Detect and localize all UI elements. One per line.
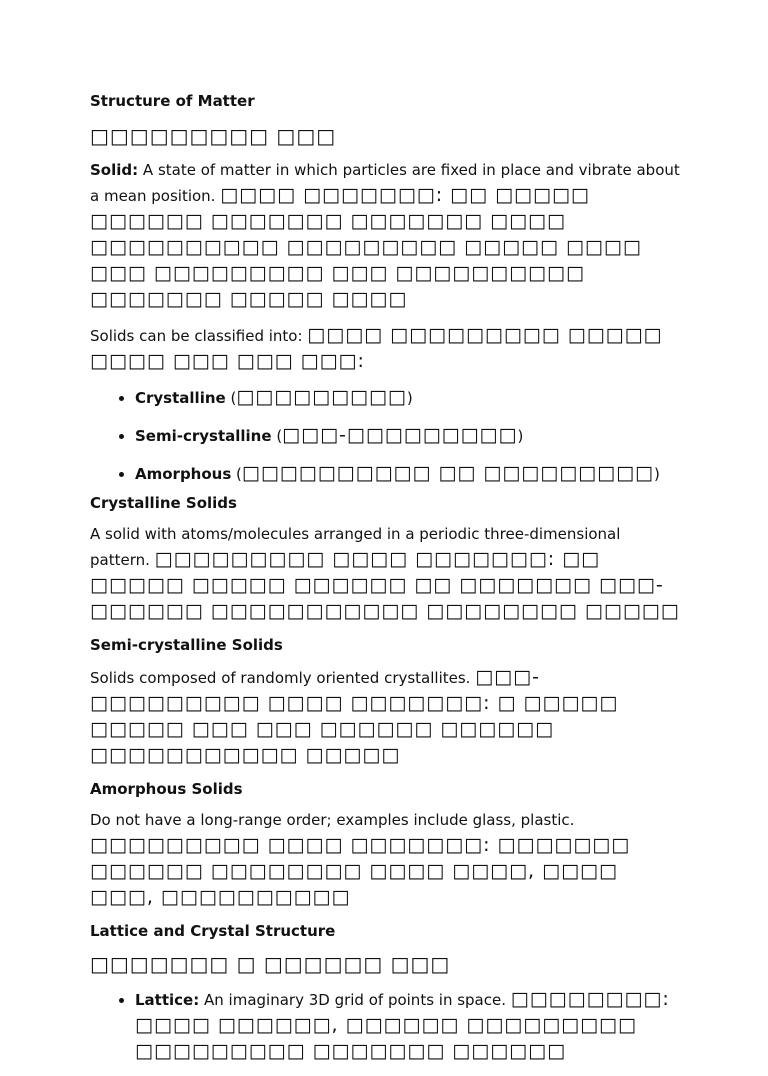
classify-text: Solids can be classified into: bbox=[90, 327, 308, 345]
lattice-native: □□□□□□□□: □□□□ □□□□□□, □□□□□□ □□□□□□□□□ □□□□□□□□□ □□□□□□□ □□□□□□ bbox=[135, 988, 670, 1062]
amorphous-paragraph bbox=[90, 808, 680, 910]
solid-paragraph bbox=[90, 158, 680, 312]
document-body bbox=[90, 90, 680, 1076]
lattice-text: An imaginary 3D grid of points in space. bbox=[199, 991, 511, 1009]
semi-native: □□□-□□□□□□□□□ □□□□ □□□□□□□: □ □□□□□ □□□□□ □□□ □□□ □□□□□□ □□□□□□ □□□□□□□□□□□ □□□□□ bbox=[90, 666, 619, 766]
type-term: Amorphous bbox=[135, 465, 232, 483]
classify-native: □□□□ □□□□□□□□□ □□□□□ □□□□ □□□ □□□ □□□: bbox=[90, 324, 663, 372]
doc-title-native: □□□□□□□□□ □□□ bbox=[90, 124, 337, 148]
crystalline-paragraph bbox=[90, 522, 680, 624]
lattice-term: Lattice: bbox=[135, 991, 200, 1009]
solid-term: Solid: bbox=[90, 161, 139, 179]
solid-definition: A state of matter in which particles are fixed in place and vibrate about a mean position. bbox=[90, 161, 680, 205]
lattice-heading-native: □□□□□□□ □ □□□□□□ □□□ bbox=[90, 952, 451, 976]
crystalline-heading: Crystalline Solids bbox=[90, 494, 237, 512]
semi-text: Solids composed of randomly oriented crystallites. bbox=[90, 669, 476, 687]
lattice-heading: Lattice and Crystal Structure bbox=[90, 922, 336, 940]
list-item bbox=[135, 986, 680, 1064]
lattice-list bbox=[90, 986, 680, 1064]
semi-paragraph bbox=[90, 664, 680, 768]
crystalline-text: A solid with atoms/molecules arranged in a periodic three-dimensional pattern. bbox=[90, 525, 621, 569]
list-item: • Amorphous (□□□□□□□□□□ □□ □□□□□□□□□) bbox=[135, 460, 680, 486]
solid-types-list bbox=[90, 384, 680, 486]
type-native: □□□-□□□□□□□□□ bbox=[282, 424, 518, 446]
amorphous-text: Do not have a long-range order; examples include glass, plastic. bbox=[90, 811, 575, 829]
doc-title: Structure of Matter bbox=[90, 92, 255, 110]
list-item: • Crystalline (□□□□□□□□□) bbox=[135, 384, 680, 410]
crystalline-native: □□□□□□□□□ □□□□ □□□□□□□: □□ □□□□□ □□□□□ □□□□□□ □□ □□□□□□□ □□□-□□□□□□ □□□□□□□□□□□ □□□□□□□□ □□□□□ bbox=[90, 548, 680, 622]
list-item: • Semi-crystalline (□□□-□□□□□□□□□) bbox=[135, 422, 680, 448]
classify-paragraph bbox=[90, 322, 680, 374]
type-native: □□□□□□□□□ bbox=[236, 386, 407, 408]
solid-native: □□□□ □□□□□□□: □□ □□□□□ □□□□□□ □□□□□□□ □□□□□□□ □□□□ □□□□□□□□□□ □□□□□□□□□ □□□□□ □□□□ □□□ □□□□□□□□□ □□□ □□□□□□□□□□ □□□□□□□ □□□□□ □□□□ bbox=[90, 184, 642, 310]
type-term: Semi-crystalline bbox=[135, 427, 272, 445]
amorphous-heading: Amorphous Solids bbox=[90, 780, 243, 798]
amorphous-native: □□□□□□□□□ □□□□ □□□□□□□: □□□□□□□ □□□□□□ □□□□□□□□ □□□□ □□□□, □□□□ □□□, □□□□□□□□□□ bbox=[90, 834, 631, 908]
semi-heading: Semi-crystalline Solids bbox=[90, 636, 283, 654]
type-term: Crystalline bbox=[135, 389, 226, 407]
type-native: □□□□□□□□□□ □□ □□□□□□□□□ bbox=[241, 462, 654, 484]
